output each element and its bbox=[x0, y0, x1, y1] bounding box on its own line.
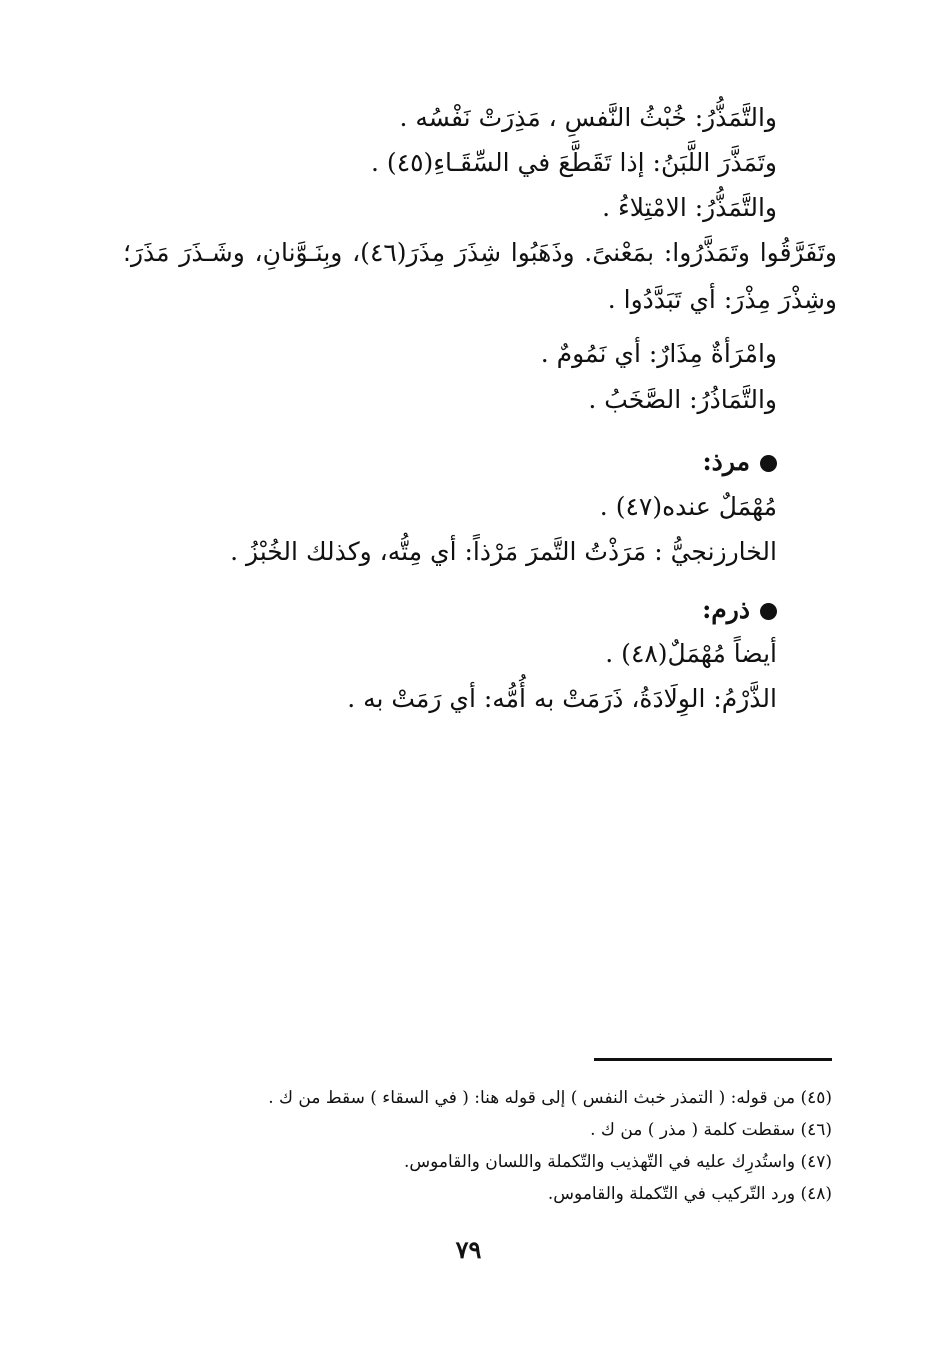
body-line-3: والتَّمَذُّرُ: الامْتِلاءُ . bbox=[602, 193, 777, 222]
body-line-6: وامْرَأةٌ مِذَارٌ: أي نَمُومٌ . bbox=[540, 339, 777, 368]
entry-heading-mrd bbox=[702, 442, 777, 482]
entry-heading-drm-text: ذرم: bbox=[702, 595, 750, 624]
mrd-line-2: الخارزنجيُّ : مَرَذْتُ التَّمرَ مَرْذاً: أي مِتُّه، وكذلك الخُبْزُ . bbox=[230, 537, 777, 566]
footnote-48: (٤٨) ورد التّركيب في التّكملة والقاموس. bbox=[547, 1184, 832, 1204]
body-line-5: وشِذْرَ مِذْرَ: أي تَبَدَّدُوا . bbox=[607, 285, 837, 314]
entry-heading-mrd-text: مرذ: bbox=[702, 447, 750, 476]
drm-line-1: أيضاً مُهْمَلٌ(٤٨) . bbox=[605, 639, 777, 668]
footnote-46: (٤٦) سقطت كلمة ( مذر ) من ك . bbox=[590, 1120, 832, 1140]
page-number: ٧٩ bbox=[455, 1235, 482, 1264]
entry-heading-drm bbox=[702, 590, 777, 630]
body-line-1: والتَّمَذُّرُ: خُبْثُ النَّفسِ ، مَذِرَتْ نَفْسُه . bbox=[399, 103, 777, 132]
bullet-icon bbox=[760, 455, 777, 472]
body-line-4: وتَفَرَّقُوا وتَمَذَّرُوا: بمَعْنىً. وذَهَبُوا شِذَرَ مِذَرَ(٤٦)، وبِنَـوَّنانِ، وشَـذَرَ مَذَرَ؛ bbox=[123, 238, 837, 267]
footnote-47: (٤٧) واستُدرِك عليه في التّهذيب والتّكملة واللسان والقاموس. bbox=[403, 1152, 832, 1172]
body-line-7: والتَّمَاذُرُ: الصَّخَبُ . bbox=[588, 385, 777, 414]
footnote-45: (٤٥) من قوله: ( التمذر خبث النفس ) إلى قوله هنا: ( في السقاء ) سقط من ك . bbox=[268, 1088, 832, 1108]
drm-line-2: الذَّرْمُ: الوِلَادَةُ، ذَرَمَتْ به أُمُّه: أي رَمَتْ به . bbox=[347, 684, 777, 713]
body-line-2: وتَمَذَّرَ اللَّبَنُ: إذا تَقَطَّعَ في السِّقَـاءِ(٤٥) . bbox=[371, 148, 777, 177]
footnote-separator bbox=[594, 1058, 832, 1061]
bullet-icon bbox=[760, 603, 777, 620]
mrd-line-1: مُهْمَلٌ عنده(٤٧) . bbox=[599, 492, 777, 521]
